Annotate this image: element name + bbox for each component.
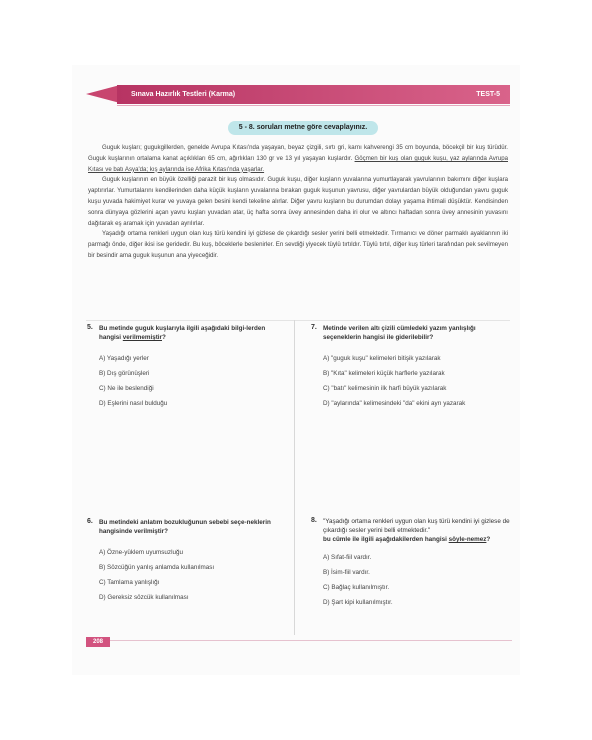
option-a[interactable]: A) Sıfat-fiil vardır.	[323, 554, 372, 561]
stem-text: bu cümle ile ilgili aşağıdakilerden hangisi	[323, 536, 449, 543]
stem-text: Bu metinde guguk kuşlarıyla ilgili aşağıdaki bilgi-lerden hangisi	[99, 325, 266, 341]
banner-underline	[117, 105, 510, 106]
banner-ribbon-tail	[86, 85, 120, 103]
stem-end: ?	[486, 536, 491, 543]
option-c[interactable]: C) Bağlaç kullanılmıştır.	[323, 584, 390, 591]
question-number: 7.	[311, 324, 317, 331]
option-b[interactable]: B) Dış görünüşleri	[99, 370, 150, 377]
underlined-sentence: Göçmen bir kuş olan guguk kuşu, yaz aylarında Avrupa Kıtası ve batı Asya'da; kış aylarında ise Afrika Kıtası'nda yaşarlar.	[88, 154, 508, 173]
question-stem: Metinde verilen altı çizili cümledeki yazım yanlışlığı seçeneklerin hangisi ile giderilebilir?	[323, 325, 476, 341]
option-b[interactable]: B) İsim-fiil vardır.	[323, 569, 370, 576]
stem-emphasis: verilmemiştir	[122, 334, 162, 341]
section-divider	[86, 320, 510, 321]
question-8	[311, 517, 513, 610]
passage-paragraph-2: Guguk kuşlarının en büyük özelliği parazit bir kuş olmasıdır. Guguk kuşu, diğer kuşların yuvalarına yumurtlayarak yavrularının bakımını diğer kuşlara yaptırırlar. Yumurtalarını kendilerinden daha küçük kuşların yuvalarına bırakan guguk kuşunun yavrusu, diğer yavrulardan büyük olduğundan yavru guguk kuşu yuvada hakimiyet kurar ve yuvaya gelen besini kendi tekeline alırlar. Diğer yavru kuşların bu durumdan dolayı yaşama ihtimali düşüktür. Kendisinden sonra dünyaya gözlerini açan yavru kuşları yuvadan atar, üç hafta sonra üvey annesinden daha iri olur ve altıncı haftadan sonra üvey annesinin yuvasını dağıtarak eş aramak için yuvadan ayrılırlar.	[88, 176, 508, 227]
stem-end: ?	[162, 334, 166, 341]
page-number: 208	[86, 637, 110, 647]
test-label: TEST-5	[476, 91, 500, 98]
reading-passage	[88, 143, 508, 262]
option-b[interactable]: B) Sözcüğün yanlış anlamda kullanılması	[99, 564, 215, 571]
passage-paragraph-1	[88, 143, 508, 175]
instruction-pill: 5 - 8. soruları metne göre cevaplayınız.	[228, 121, 378, 135]
question-number: 6.	[87, 518, 93, 525]
option-b[interactable]: B) "Kıta" kelimeleri küçük harflerle yazılarak	[323, 370, 445, 377]
options-list	[323, 550, 513, 610]
options-list	[323, 351, 513, 411]
question-5	[87, 324, 279, 411]
question-number: 8.	[311, 517, 317, 524]
option-a[interactable]: A) "guguk kuşu" kelimeleri bitişik yazılarak	[323, 355, 441, 362]
header-banner	[117, 85, 510, 104]
column-divider	[294, 320, 295, 635]
option-a[interactable]: A) Özne-yüklem uyumsuzluğu	[99, 549, 183, 556]
options-list	[99, 545, 279, 605]
question-stem: Bu metindeki anlatım bozukluğunun sebebi seçe-neklerin hangisinde verilmiştir?	[99, 519, 271, 535]
header-title: Sınava Hazırlık Testleri (Karma)	[131, 91, 236, 98]
option-d[interactable]: D) Eşlerini nasıl bulduğu	[99, 400, 168, 407]
options-list	[99, 351, 279, 411]
passage-paragraph-3: Yaşadığı ortama renkleri uygun olan kuş türü kendini iyi gizlese de çıkardığı sesler yerini belli etmektedir. Tırmanıcı ve döner parmaklı ayaklarının iki parmağı önde, diğer ikisi ise geridedir. Bu kuş, böceklerle beslenirler. En sevdiği yiyecek tüylü tırtıldır. Tüylü tırtıl, diğer kuş türleri tarafından pek sevilmeyen bir besindir ama guguk kuşunun ana yiyeceğidir.	[88, 230, 508, 259]
option-d[interactable]: D) "aylarında" kelimesindeki "da" ekini ayrı yazarak	[323, 400, 466, 407]
option-c[interactable]: C) Tamlama yanlışlığı	[99, 579, 160, 586]
option-d[interactable]: D) Şart kipi kullanılmıştır.	[323, 599, 393, 606]
question-stem	[323, 535, 513, 544]
stem-emphasis: söyle-nemez	[448, 536, 487, 543]
option-c[interactable]: C) "batı" kelimesinin ilk harfi büyük yazılarak	[323, 385, 447, 392]
passage-text: Guguk kuşları; gugukgillerden, genelde Avrupa Kıtası'nda yaşayan, beyaz çizgili, sırtı gri, karnı kahverengi 35 cm boyunda, böcekçil bir kuş türüdür. Guguk kuşlarının ortalama kanat açıklıkları 65 cm, ağırlıkları 130 gr ve 13 yıl yaşayan kuşlardır.	[88, 144, 508, 162]
footer-line	[86, 640, 512, 641]
option-d[interactable]: D) Gereksiz sözcük kullanılması	[99, 594, 189, 601]
question-6	[87, 518, 279, 605]
option-a[interactable]: A) Yaşadığı yerler	[99, 355, 149, 362]
question-quote: "Yaşadığı ortama renkleri uygun olan kuş türü kendini iyi gizlese de çıkardığı sesler yerini belli etmektedir."	[323, 518, 510, 534]
question-stem	[99, 324, 279, 342]
question-number: 5.	[87, 324, 93, 331]
question-7	[311, 324, 513, 411]
option-c[interactable]: C) Ne ile beslendiği	[99, 385, 154, 392]
